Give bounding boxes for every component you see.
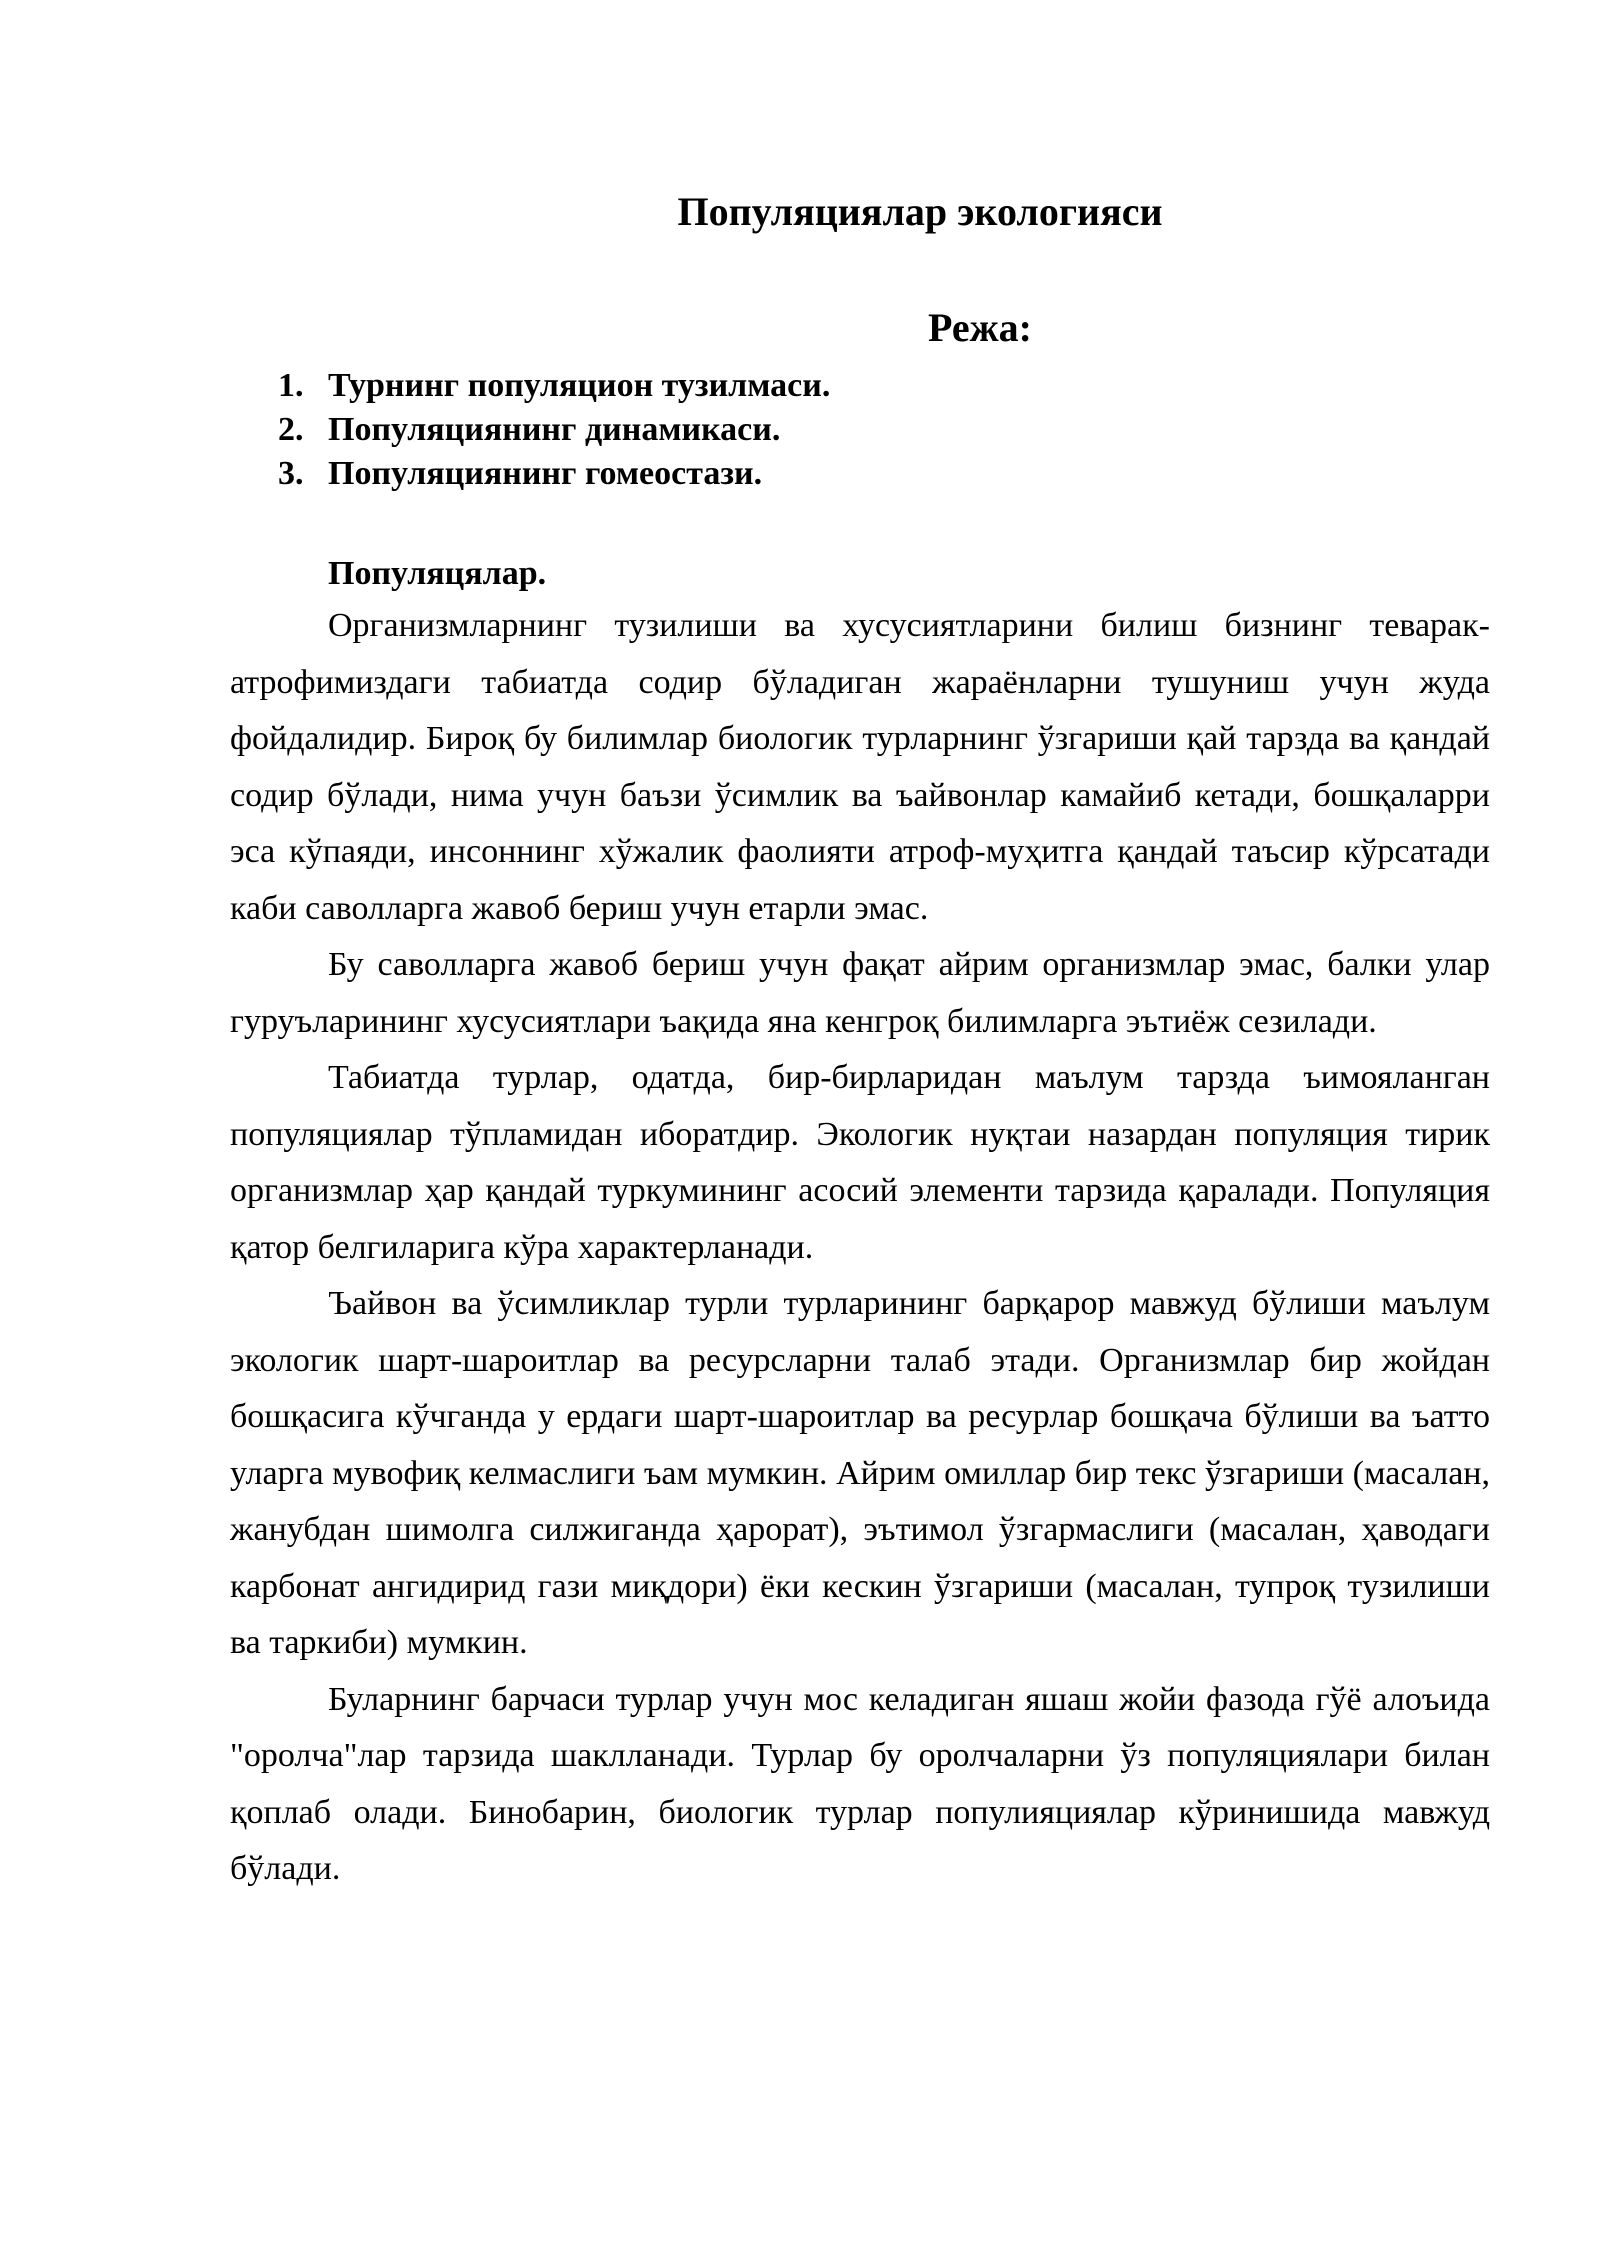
plan-item bbox=[230, 364, 1490, 408]
paragraph: Организмларнинг тузилиши ва хусусиятларини билиш бизнинг теварак-атрофимиздаги табиатда содир бўладиган жараёнларни тушуниш учун жуда фойдалидир. Бироқ бу билимлар биологик турларнинг ўзгариши қай тарзда ва қандай содир бўлади, нима учун баъзи ўсимлик ва ъайвонлар камайиб кетади, бошқаларри эса кўпаяди, инсоннинг хўжалик фаолияти атроф-муҳитга қандай таъсир кўрсатади каби саволларга жавоб бериш учун етарли эмас. bbox=[230, 607, 1490, 927]
document-content bbox=[230, 170, 1490, 1898]
paragraph: Табиатда турлар, одатда, бир-бирларидан маълум тарзда ъимояланган популяциялар тўпламидан иборатдир. Экологик нуқтаи назардан популяция тирик организмлар ҳар қандай туркумининг асосий элементи тарзида қаралади. Популяция қатор белгиларига кўра характерланади. bbox=[230, 1059, 1490, 1266]
plan-item-text: Популяциянинг гомеостази. bbox=[328, 455, 763, 492]
plan-item bbox=[230, 408, 1490, 452]
section-heading: Популяцялар. bbox=[328, 555, 547, 592]
plan-item-number: 2. bbox=[278, 411, 304, 448]
document-title: Популяциялар экологияси bbox=[677, 189, 1163, 234]
plan-item-text: Популяциянинг динамикаси. bbox=[328, 411, 781, 448]
paragraph: Буларнинг барчаси турлар учун мос келадиган яшаш жойи фазода гўё алоъида "оролча"лар тарзида шаклланади. Турлар бу оролчаларни ўз популяциялари билан қоплаб олади. Бинобарин, биологик турлар популияциялар кўринишида мавжуд бўлади. bbox=[230, 1680, 1490, 1887]
paragraph: Бу саволларга жавоб бериш учун фақат айрим организмлар эмас, балки улар гуруъларининг хусусиятлари ъақида яна кенгроқ билимларга эътиёж сезилади. bbox=[230, 946, 1490, 1040]
plan-list bbox=[230, 364, 1490, 496]
plan-item-text: Турнинг популяцион тузилмаси. bbox=[328, 367, 831, 404]
plan-item-number: 3. bbox=[278, 455, 304, 492]
plan-item bbox=[230, 452, 1490, 496]
plan-item-number: 1. bbox=[278, 367, 304, 404]
paragraph: Ъайвон ва ўсимликлар турли турларининг барқарор мавжуд бўлиши маълум экологик шарт-шароитлар ва ресурсларни талаб этади. Организмлар бир жойдан бошқасига кўчганда у ердаги шарт-шароитлар ва ресурлар бошқача бўлиши ва ъатто уларга мувофиқ келмаслиги ъам мумкин. Айрим омиллар бир текс ўзгариши (масалан, жанубдан шимолга силжиганда ҳарорат), эътимол ўзгармаслиги (масалан, ҳаводаги карбонат ангидирид гази миқдори) ёки кескин ўзгариши (масалан, тупроқ тузилиши ва таркиби) мумкин. bbox=[230, 1285, 1490, 1661]
plan-heading: Режа: bbox=[928, 305, 1032, 350]
